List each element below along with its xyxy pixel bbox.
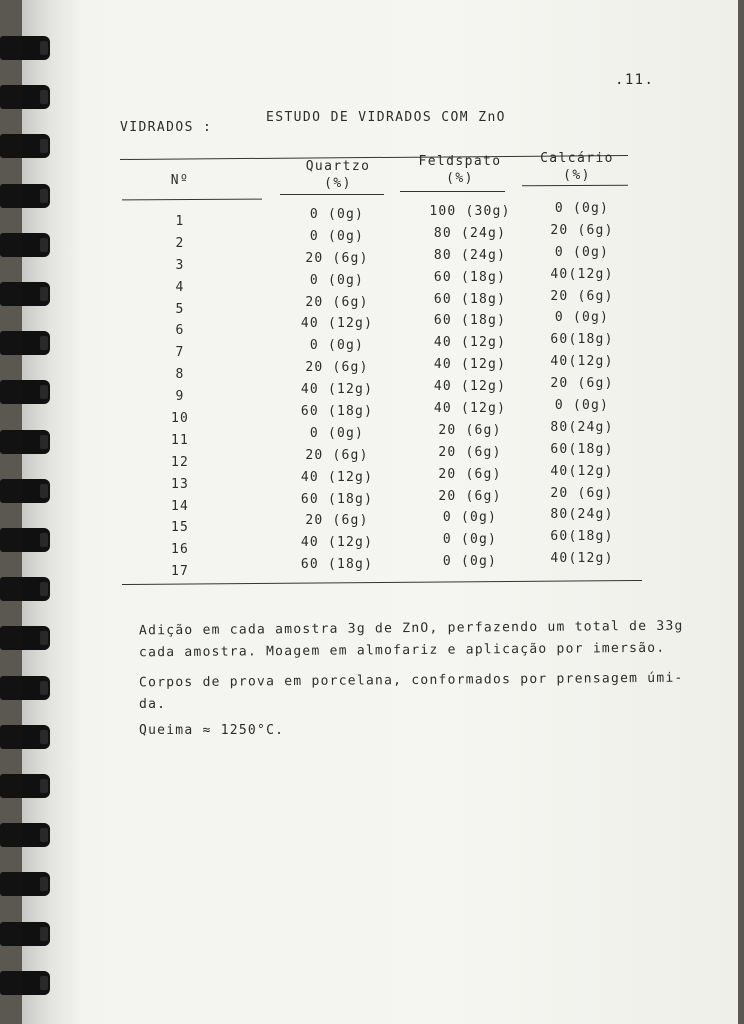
cell-no: 7 [175, 345, 185, 361]
spiral-binding [0, 0, 70, 1024]
cell-feldspato: 60 (18g) [433, 313, 507, 329]
cell-quartzo: 20 (6g) [305, 513, 369, 529]
cell-quartzo: 0 (0g) [309, 338, 365, 354]
binding-ring [0, 528, 50, 552]
binding-ring [0, 479, 50, 503]
cell-feldspato: 40 (12g) [433, 335, 507, 351]
binding-ring [0, 85, 50, 109]
binding-ring [0, 577, 50, 601]
binding-ring [0, 725, 50, 749]
cell-quartzo: 20 (6g) [305, 360, 369, 376]
note-addition-line2: cada amostra. Moagem em almofariz e aplicação por imersão. [138, 640, 666, 661]
cell-no: 1 [175, 214, 185, 229]
header-feldspato-unit: (%) [446, 171, 474, 186]
cell-calcario: 40(12g) [550, 354, 614, 370]
binding-ring [0, 282, 50, 306]
cell-no: 15 [170, 520, 190, 536]
binding-ring [0, 134, 50, 158]
header-quartzo-unit: (%) [324, 176, 352, 191]
cell-no: 16 [170, 542, 190, 558]
header-no [160, 172, 200, 189]
header-quartzo-label: Quartzo [305, 159, 371, 174]
cell-quartzo: 60 (18g) [300, 491, 374, 507]
cell-quartzo: 20 (6g) [305, 447, 369, 463]
column-no [160, 211, 200, 583]
cell-calcario: 20 (6g) [550, 288, 614, 304]
note-specimens-line2: da. [139, 697, 167, 712]
cell-quartzo: 20 (6g) [305, 294, 369, 310]
cell-quartzo: 0 (0g) [309, 207, 365, 222]
cell-calcario: 60(18g) [550, 332, 614, 348]
cell-quartzo: 0 (0g) [309, 272, 365, 288]
cell-feldspato: 40 (12g) [433, 357, 507, 373]
column-calcario [532, 198, 632, 570]
cell-feldspato: 80 (24g) [433, 225, 507, 241]
cell-quartzo: 60 (18g) [300, 404, 374, 420]
binding-ring [0, 922, 50, 946]
cell-feldspato: 100 (30g) [429, 204, 511, 219]
cell-feldspato: 60 (18g) [433, 291, 507, 307]
cell-calcario: 0 (0g) [554, 201, 610, 216]
binding-ring [0, 184, 50, 208]
cell-no: 13 [170, 476, 190, 492]
cell-quartzo: 40 (12g) [300, 535, 374, 551]
cell-feldspato: 20 (6g) [438, 466, 502, 482]
cell-feldspato: 0 (0g) [442, 510, 498, 526]
cell-quartzo: 60 (18g) [300, 557, 374, 573]
cell-calcario: 40(12g) [550, 266, 614, 282]
header-calcario-unit: (%) [563, 168, 591, 183]
cell-calcario: 60(18g) [550, 441, 614, 457]
cell-calcario: 80(24g) [550, 419, 614, 435]
cell-no: 11 [170, 432, 190, 448]
cell-quartzo: 0 (0g) [309, 425, 365, 441]
header-rule-quartzo [280, 194, 384, 195]
cell-no: 14 [170, 498, 190, 514]
cell-calcario: 20 (6g) [550, 222, 614, 238]
cell-no: 4 [175, 279, 185, 295]
cell-calcario: 40(12g) [550, 551, 614, 567]
cell-feldspato: 40 (12g) [433, 379, 507, 395]
cell-no: 8 [175, 367, 185, 383]
binding-ring [0, 430, 50, 454]
binding-ring [0, 872, 50, 896]
cell-feldspato: 20 (6g) [438, 444, 502, 460]
cell-quartzo: 20 (6g) [305, 250, 369, 266]
cell-feldspato: 80 (24g) [433, 247, 507, 263]
column-quartzo [292, 204, 382, 576]
cell-calcario: 40(12g) [550, 463, 614, 479]
cell-calcario: 20 (6g) [550, 376, 614, 392]
cell-no: 3 [175, 257, 185, 273]
binding-ring [0, 676, 50, 700]
cell-calcario: 20 (6g) [550, 485, 614, 501]
cell-feldspato: 0 (0g) [442, 554, 498, 570]
cell-no: 6 [175, 323, 185, 339]
binding-ring [0, 36, 50, 60]
section-label: VIDRADOS : [120, 120, 213, 135]
cell-feldspato: 0 (0g) [442, 532, 498, 548]
header-quartzo [288, 158, 388, 192]
binding-ring [0, 774, 50, 798]
header-calcario-label: Calcário [540, 151, 614, 166]
cell-calcario: 0 (0g) [554, 310, 610, 326]
column-feldspato [415, 201, 525, 573]
cell-calcario: 80(24g) [550, 507, 614, 523]
note-addition-line1: Adição em cada amostra 3g de ZnO, perfazendo um total de 33g [138, 618, 684, 639]
cell-calcario: 0 (0g) [554, 244, 610, 260]
cell-no: 5 [175, 301, 185, 317]
cell-quartzo: 40 (12g) [300, 382, 374, 398]
binding-ring [0, 626, 50, 650]
header-rule-feldspato [400, 191, 505, 192]
cell-no: 2 [175, 235, 185, 251]
note-specimens-line1: Corpos de prova em porcelana, conformados por prensagem úmi- [138, 670, 684, 691]
binding-ring [0, 380, 50, 404]
cell-calcario: 60(18g) [550, 529, 614, 545]
cell-feldspato: 20 (6g) [438, 422, 502, 438]
cell-calcario: 0 (0g) [554, 398, 610, 414]
header-feldspato [405, 153, 515, 187]
page-title: ESTUDO DE VIDRADOS COM ZnO [266, 110, 506, 125]
binding-ring [0, 823, 50, 847]
binding-ring [0, 971, 50, 995]
binding-ring [0, 331, 50, 355]
cell-feldspato: 20 (6g) [438, 488, 502, 504]
note-firing: Queima ≈ 1250°C. [139, 723, 285, 738]
cell-quartzo: 40 (12g) [300, 316, 374, 332]
page-number: .11. [615, 72, 655, 88]
cell-feldspato: 40 (12g) [433, 401, 507, 417]
header-calcario [527, 150, 627, 184]
header-feldspato-label: Feldspato [418, 154, 502, 169]
cell-no: 10 [170, 411, 190, 427]
cell-quartzo: 0 (0g) [309, 228, 365, 244]
cell-quartzo: 40 (12g) [300, 469, 374, 485]
cell-no: 9 [175, 389, 185, 405]
cell-no: 17 [170, 564, 190, 580]
header-no-label: Nº [170, 173, 190, 188]
cell-feldspato: 60 (18g) [433, 269, 507, 285]
binding-ring [0, 233, 50, 257]
cell-no: 12 [170, 454, 190, 470]
